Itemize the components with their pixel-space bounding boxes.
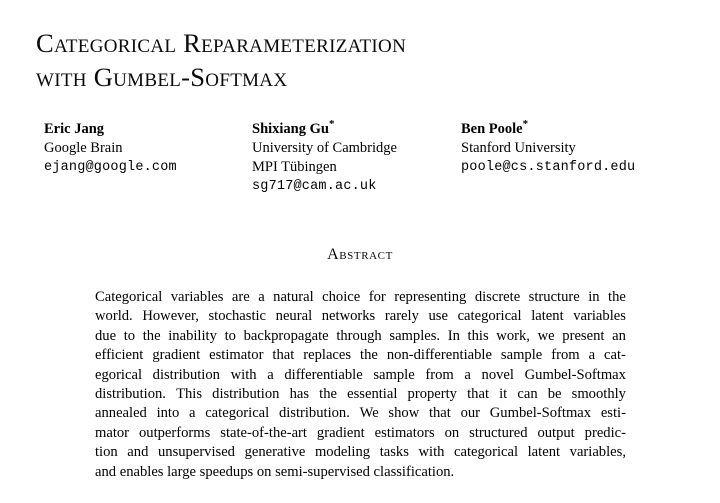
abstract-word: categorical	[454, 444, 519, 461]
abstract-word: into	[156, 405, 180, 422]
author-name-text: Ben Poole	[461, 121, 523, 137]
abstract-word: samples.	[389, 327, 441, 344]
abstract-word: output	[537, 424, 575, 441]
abstract-word: a	[189, 405, 196, 422]
abstract-word: through	[336, 327, 382, 344]
abstract-word: modeling	[314, 444, 371, 461]
abstract-word: Categorical	[95, 289, 163, 305]
abstract-word: a	[267, 366, 274, 383]
abstract-word: the	[360, 347, 378, 364]
author-column-2	[252, 120, 397, 197]
abstract-line	[95, 307, 626, 326]
abstract-word: latent	[527, 444, 561, 461]
abstract-word: smoothly	[571, 385, 626, 402]
abstract-word: we	[537, 327, 555, 344]
abstract-word: a	[464, 366, 471, 383]
abstract-word: differentiable	[284, 366, 363, 383]
abstract-word: tion	[95, 444, 118, 461]
abstract-word: choice	[322, 289, 361, 305]
abstract-word: efficient	[95, 347, 144, 364]
abstract-line	[95, 424, 626, 443]
abstract-word: in	[588, 289, 600, 305]
abstract-word: the	[319, 385, 338, 402]
abstract-word: for	[368, 289, 386, 305]
author-footnote-marker: *	[522, 118, 529, 131]
abstract-word: our	[460, 405, 481, 422]
abstract-word: sample	[373, 366, 415, 383]
abstract-word: variables	[573, 308, 626, 325]
abstract-word: an	[612, 327, 626, 344]
title-line-2: with Gumbel-Softmax	[36, 62, 288, 92]
abstract-word: distribution	[152, 366, 220, 383]
abstract-line	[95, 346, 626, 365]
author-affiliation: Stanford University	[461, 140, 576, 156]
abstract-word: use	[428, 308, 448, 325]
abstract-word: backpropagate	[243, 327, 329, 344]
abstract-word: are	[231, 289, 250, 305]
abstract-word: has	[289, 385, 310, 402]
abstract-word: that	[428, 405, 451, 422]
abstract-line	[95, 404, 626, 423]
abstract-word: world.	[95, 308, 133, 325]
author-footnote-marker: *	[328, 118, 335, 131]
author-name	[44, 120, 177, 139]
abstract-word: show	[388, 405, 420, 422]
abstract-line	[95, 366, 626, 385]
abstract-word: cat-	[604, 347, 626, 364]
abstract-word: natural	[273, 289, 314, 305]
abstract-word: mator	[95, 424, 130, 441]
abstract-word: structured	[469, 424, 528, 441]
abstract-word: the	[608, 289, 626, 305]
abstract-word: estimators	[374, 424, 435, 441]
abstract-word: present	[562, 327, 605, 344]
abstract-word: gradient	[316, 424, 365, 441]
abstract-heading: Abstract	[327, 246, 393, 263]
abstract-word: distribution.	[278, 405, 350, 422]
abstract-word: We	[359, 405, 379, 422]
abstract-word: categorical	[457, 308, 522, 325]
abstract-line: and enables large speedups on semi-supervised classification.	[95, 463, 455, 480]
abstract-word: tasks	[379, 444, 409, 461]
abstract-word: to	[123, 327, 136, 344]
abstract-word: to	[224, 327, 236, 344]
abstract-word: this	[467, 327, 489, 344]
abstract-word: rarely	[384, 308, 419, 325]
abstract-word: novel	[481, 366, 514, 383]
abstract-word: In	[447, 327, 460, 344]
author-name	[252, 120, 397, 139]
author-column-3	[461, 120, 635, 178]
abstract-word: essential	[347, 385, 398, 402]
abstract-word: and	[127, 444, 149, 461]
abstract-line	[95, 327, 626, 346]
abstract-line	[95, 385, 626, 404]
author-name-text: Eric Jang	[44, 121, 105, 137]
abstract-word: predic-	[584, 424, 626, 441]
abstract-word: from	[551, 347, 580, 364]
abstract-word: work,	[496, 327, 530, 344]
abstract-word: unsupervised	[157, 444, 235, 461]
abstract-word: egorical	[95, 366, 142, 383]
abstract-word: outperforms	[138, 424, 211, 441]
abstract-word: a	[258, 289, 265, 305]
abstract-word: esti-	[600, 405, 626, 422]
abstract-word: a	[588, 347, 596, 364]
abstract-body	[95, 288, 626, 482]
abstract-word: from	[425, 366, 454, 383]
abstract-word: stochastic	[208, 308, 267, 325]
abstract-word: However,	[142, 308, 199, 325]
abstract-word: gradient	[152, 347, 201, 364]
abstract-word: non-differentiable	[386, 347, 492, 364]
abstract-word: with	[418, 444, 445, 461]
abstract-word: due	[95, 327, 117, 344]
abstract-word: Gumbel-Softmax	[489, 405, 592, 422]
abstract-word: networks	[321, 308, 376, 325]
abstract-word: be	[547, 385, 562, 402]
abstract-word: distribution.	[95, 385, 166, 402]
abstract-word: representing	[394, 289, 467, 305]
abstract-word: distribution	[212, 385, 280, 402]
abstract-word: categorical	[205, 405, 270, 422]
title-line-1: Categorical Reparameterization	[36, 28, 407, 58]
abstract-word: discrete	[474, 289, 521, 305]
abstract-word: with	[230, 366, 257, 383]
abstract-line	[95, 443, 626, 462]
abstract-word: on	[444, 424, 460, 441]
abstract-word: structure	[528, 289, 580, 305]
author-column-1	[44, 120, 177, 178]
author-affiliation-secondary: MPI Tübingen	[252, 159, 337, 175]
abstract-word: inability	[168, 327, 217, 344]
page-title	[36, 26, 676, 94]
abstract-word: can	[517, 385, 538, 402]
abstract-word: it	[499, 385, 508, 402]
abstract-word: that	[467, 385, 489, 402]
abstract-word: sample	[500, 347, 543, 364]
abstract-word: This	[176, 385, 203, 402]
abstract-word: variables	[170, 289, 224, 305]
author-email[interactable]: ejang@google.com	[44, 160, 177, 175]
abstract-word: that	[272, 347, 295, 364]
abstract-word: replaces	[303, 347, 352, 364]
author-name	[461, 120, 635, 139]
abstract-word: state-of-the-art	[220, 424, 307, 441]
abstract-word: variables,	[569, 444, 626, 461]
abstract-word: the	[142, 327, 161, 344]
abstract-word: neural	[275, 308, 313, 325]
author-name-text: Shixiang Gu	[252, 121, 329, 137]
author-affiliation: University of Cambridge	[252, 140, 397, 156]
abstract-word: property	[407, 385, 457, 402]
abstract-line	[95, 288, 626, 307]
abstract-word: Gumbel-Softmax	[524, 366, 626, 383]
abstract-word: estimator	[209, 347, 264, 364]
abstract-word: generative	[244, 444, 306, 461]
abstract-word: latent	[531, 308, 564, 325]
author-email[interactable]: poole@cs.stanford.edu	[461, 160, 636, 175]
abstract-word: annealed	[95, 405, 147, 422]
author-email[interactable]: sg717@cam.ac.uk	[252, 179, 377, 194]
author-affiliation: Google Brain	[44, 140, 123, 156]
